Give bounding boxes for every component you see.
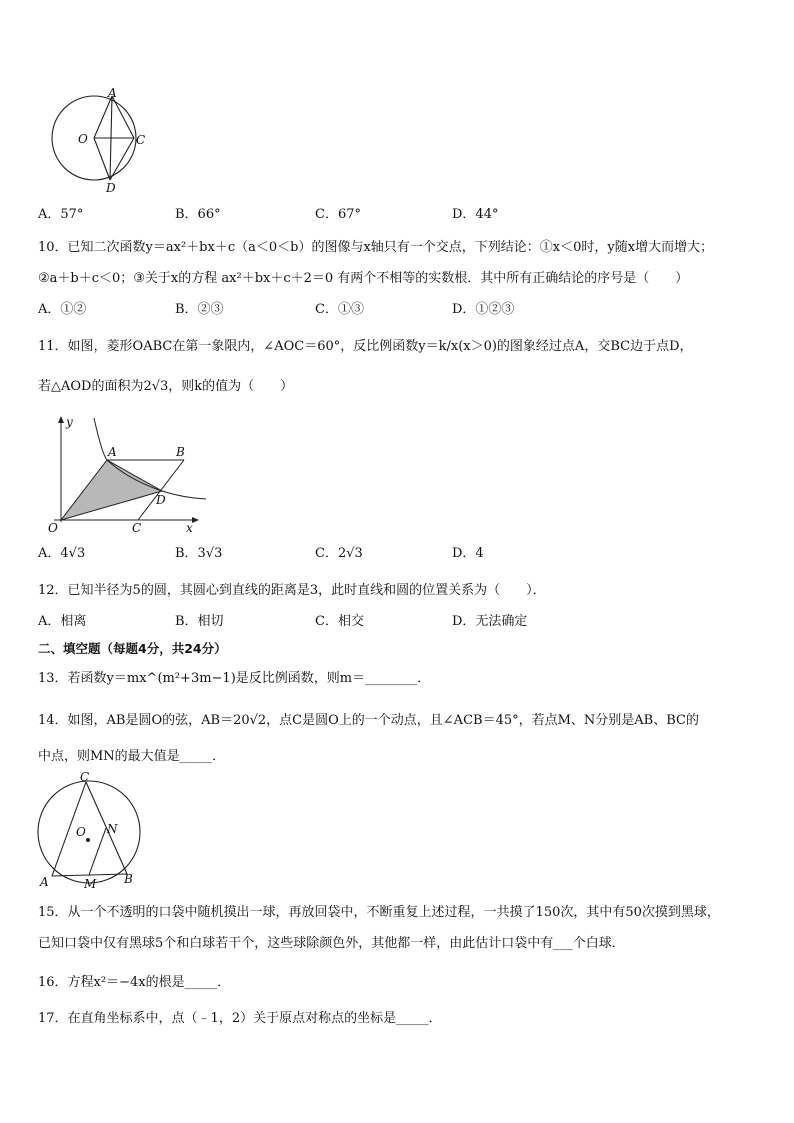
- q12-option-d: D．无法确定: [452, 614, 528, 629]
- q14-label-c: C: [80, 770, 90, 784]
- q11-option-d: D．4: [452, 546, 484, 561]
- q12-option-c: C．相交: [315, 614, 364, 629]
- q9-option-d: D．44°: [452, 207, 499, 222]
- q11-option-a: A．4√3: [38, 546, 86, 561]
- q9-option-c: C．67°: [315, 207, 361, 222]
- q9-label-c: C: [136, 133, 146, 147]
- q14-line1: 14．如图，AB是圆O的弦，AB＝20√2，点C是圆O上的一个动点，且∠ACB＝45°，若点M、N分别是AB、BC的: [38, 713, 699, 728]
- q10-option-a: A．①②: [38, 302, 87, 317]
- q14-circle-figure: [36, 770, 146, 891]
- q10-line2: ②a＋b＋c＜0；③关于x的方程 ax²＋bx＋c＋2＝0 有两个不相等的实数根．其中所有正确结论的序号是（ ）: [38, 271, 689, 286]
- q10-option-b: B．②③: [175, 302, 224, 317]
- q11-label-c: C: [132, 521, 142, 535]
- q9-label-d: D: [106, 181, 116, 195]
- q11-rhombus-figure: [44, 414, 214, 539]
- q11-line1: 11．如图，菱形OABC在第一象限内，∠AOC＝60°，反比例函数y＝k/x(x＞0)的图象经过点A，交BC边于点D，: [38, 339, 693, 354]
- q9-circle-figure: [50, 88, 160, 198]
- q9-label-a: A: [108, 86, 117, 100]
- q14-line-mn: [89, 828, 106, 875]
- q14-label-b: B: [124, 872, 133, 886]
- q11-label-x: x: [186, 521, 193, 535]
- q11-option-c: C．2√3: [315, 546, 363, 561]
- q10-option-c: C．①③: [315, 302, 364, 317]
- q14-center-dot: [86, 838, 90, 842]
- q9-label-o: O: [78, 132, 88, 146]
- q10-option-d: D．①②③: [452, 302, 515, 317]
- section-2-heading: 二、填空题（每题4分，共24分）: [38, 641, 227, 656]
- q11-options: [38, 545, 758, 563]
- q11-x-arrow: [192, 517, 199, 523]
- q14-label-o: O: [76, 825, 86, 839]
- q11-label-d: D: [156, 493, 166, 507]
- q13-text: 13．若函数y＝mx^(m²+3m−1)是反比例函数，则m＝________．: [38, 671, 431, 686]
- q14-label-a: A: [40, 875, 49, 889]
- q11-label-a: A: [108, 445, 117, 459]
- q9-line-oa: [94, 96, 112, 138]
- q9-option-b: B．66°: [175, 207, 221, 222]
- q15-line1: 15．从一个不透明的口袋中随机摸出一球，再放回袋中，不断重复上述过程，一共摸了150次，其中有50次摸到黑球，: [38, 905, 720, 920]
- q10-options: [38, 301, 758, 319]
- q9-options: [38, 206, 758, 224]
- q14-label-n: N: [107, 822, 118, 836]
- q9-line-od: [94, 138, 110, 180]
- q15-line2: 已知口袋中仅有黑球5个和白球若干个，这些球除颜色外，其他都一样，由此估计口袋中有___个白球．: [38, 936, 625, 951]
- q11-label-b: B: [176, 445, 185, 459]
- q11-label-o: O: [48, 521, 58, 535]
- q12-options: [38, 613, 758, 631]
- q11-triangle-aod: [61, 460, 162, 520]
- q11-line2: 若△AOD的面积为2√3，则k的值为（ ）: [38, 379, 294, 394]
- q17-text: 17．在直角坐标系中，点（﹣1，2）关于原点对称点的坐标是_____．: [38, 1011, 442, 1026]
- q11-label-y: y: [66, 415, 73, 429]
- q12-text: 12．已知半径为5的圆，其圆心到直线的距离是3，此时直线和圆的位置关系为（ ）．: [38, 583, 546, 598]
- q10-line1: 10．已知二次函数y＝ax²＋bx＋c（a＜0＜b）的图像与x轴只有一个交点，下列结论：①x＜0时，y随x增大而增大；: [38, 240, 714, 255]
- q12-option-b: B．相切: [175, 614, 224, 629]
- q11-option-b: B．3√3: [175, 546, 223, 561]
- q14-label-m: M: [84, 877, 97, 891]
- q14-line2: 中点，则MN的最大值是_____．: [38, 749, 226, 764]
- q12-option-a: A．相离: [38, 614, 87, 629]
- q9-option-a: A．57°: [38, 207, 84, 222]
- q11-y-arrow: [58, 416, 64, 423]
- q16-text: 16．方程x²＝−4x的根是_____．: [38, 975, 231, 990]
